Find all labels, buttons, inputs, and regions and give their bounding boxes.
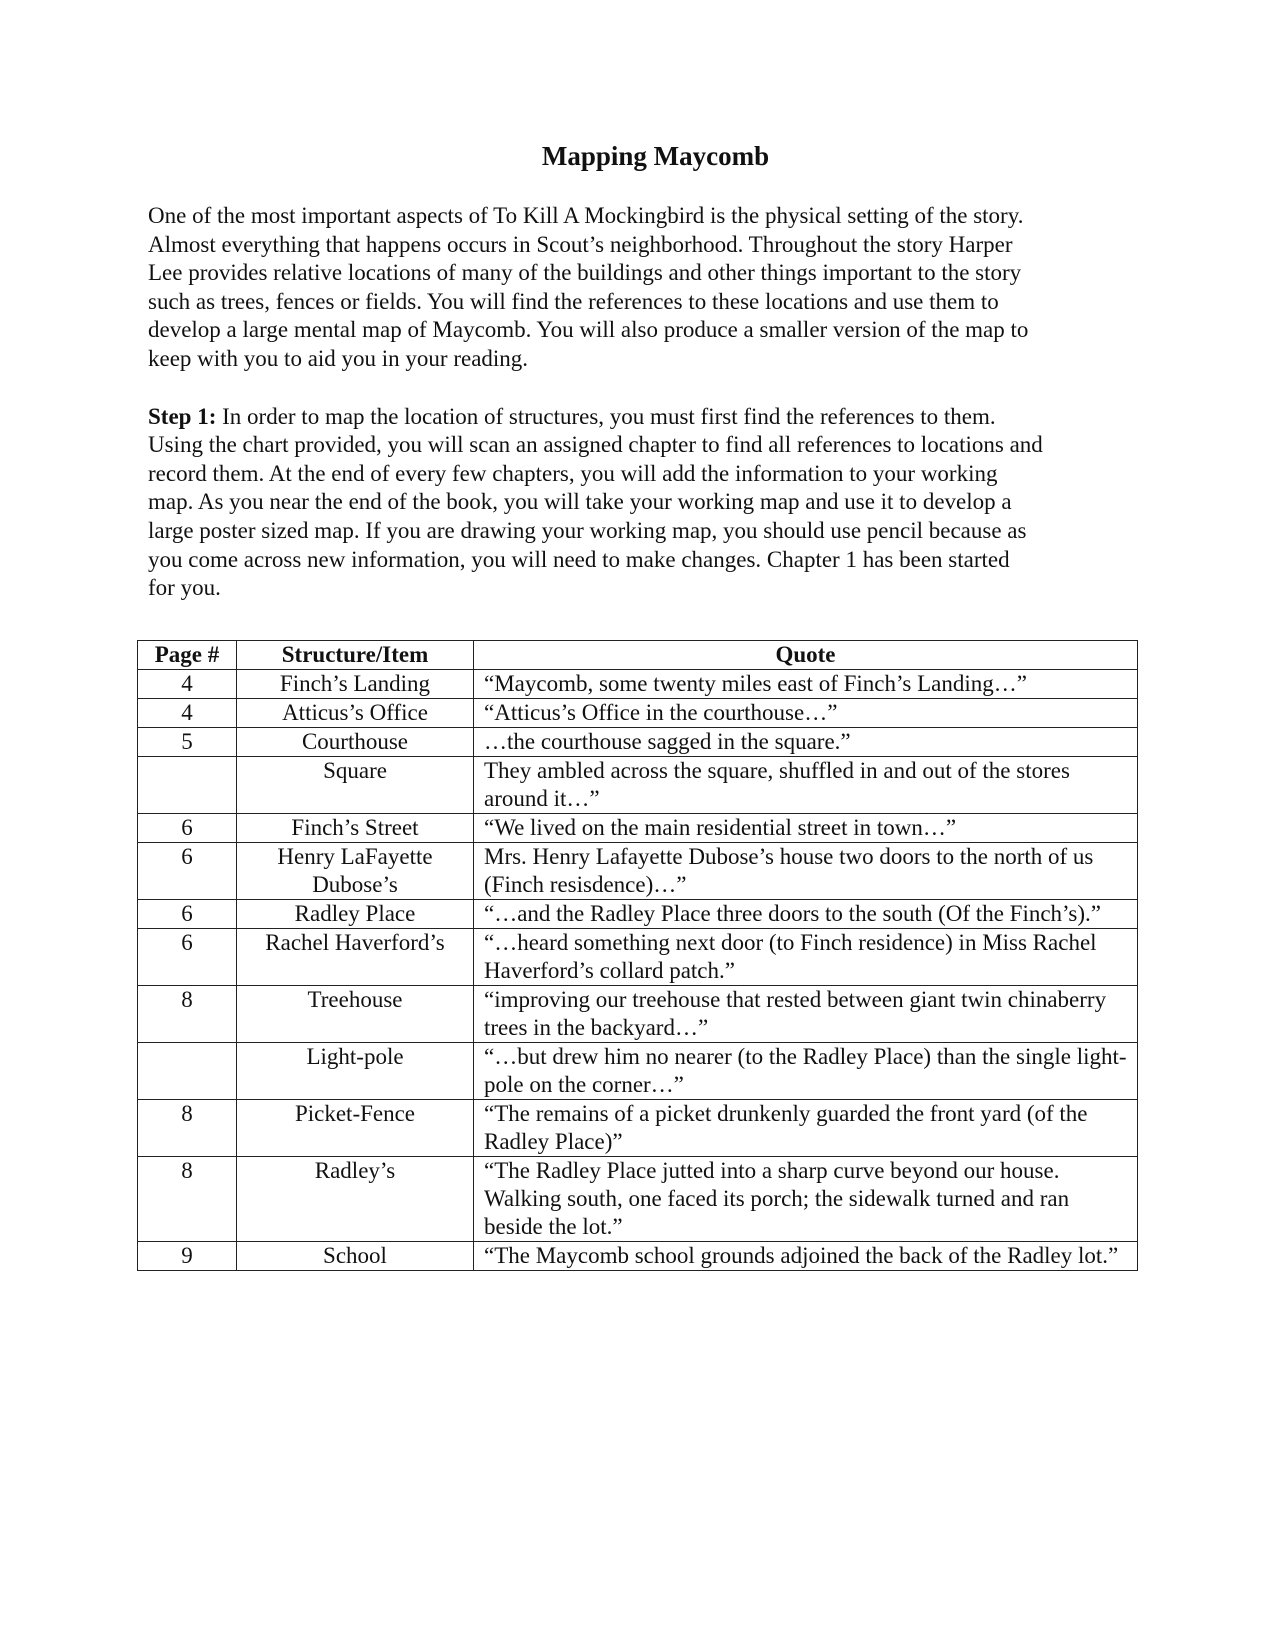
cell-item: Finch’s Landing <box>237 670 474 699</box>
cell-item: Radley Place <box>237 900 474 929</box>
cell-page <box>138 1043 237 1100</box>
cell-page: 9 <box>138 1242 237 1271</box>
cell-quote: They ambled across the square, shuffled in and out of the stores around it…” <box>474 757 1138 814</box>
cell-page <box>138 757 237 814</box>
table-row <box>138 757 1138 814</box>
step-text: In order to map the location of structures, you must first find the references to them. Using the chart provided, you will scan an assigned chapter to find all references to locations and record them. At the end of every few chapters, you will add the information to your working map. As you near the end of the book, you will take your working map and use it to develop a large poster sized map. If you are drawing your working map, you should use pencil because as you come across new information, you will need to make changes. Chapter 1 has been started for you. <box>148 403 1043 601</box>
cell-quote: “…and the Radley Place three doors to the south (Of the Finch’s).” <box>474 900 1138 929</box>
cell-quote: “improving our treehouse that rested between giant twin chinaberry trees in the backyard…” <box>474 986 1138 1043</box>
table-row <box>138 1100 1138 1157</box>
cell-page: 6 <box>138 843 237 900</box>
cell-item: Picket-Fence <box>237 1100 474 1157</box>
cell-page: 8 <box>138 1100 237 1157</box>
table-row <box>138 728 1138 757</box>
cell-quote: “Maycomb, some twenty miles east of Finch’s Landing…” <box>474 670 1138 699</box>
table-row <box>138 843 1138 900</box>
cell-page: 4 <box>138 699 237 728</box>
cell-quote: “The Radley Place jutted into a sharp curve beyond our house. Walking south, one faced its porch; the sidewalk turned and ran beside the lot.” <box>474 1157 1138 1242</box>
cell-page: 6 <box>138 929 237 986</box>
cell-item: Atticus’s Office <box>237 699 474 728</box>
cell-item: Radley’s <box>237 1157 474 1242</box>
table-row <box>138 699 1138 728</box>
cell-quote: “The remains of a picket drunkenly guarded the front yard (of the Radley Place)” <box>474 1100 1138 1157</box>
cell-quote: “We lived on the main residential street in town…” <box>474 814 1138 843</box>
locations-table <box>137 640 1138 1271</box>
cell-item: Treehouse <box>237 986 474 1043</box>
cell-quote: Mrs. Henry Lafayette Dubose’s house two doors to the north of us (Finch resisdence)…” <box>474 843 1138 900</box>
cell-item: Rachel Haverford’s <box>237 929 474 986</box>
document-page <box>148 140 1138 603</box>
cell-page: 4 <box>138 670 237 699</box>
cell-item: Light-pole <box>237 1043 474 1100</box>
cell-page: 8 <box>138 986 237 1043</box>
table-row <box>138 1157 1138 1242</box>
table-header-row <box>138 641 1138 670</box>
cell-item: Square <box>237 757 474 814</box>
cell-quote: “…heard something next door (to Finch residence) in Miss Rachel Haverford’s collard patch.” <box>474 929 1138 986</box>
cell-quote: “Atticus’s Office in the courthouse…” <box>474 699 1138 728</box>
cell-quote: …the courthouse sagged in the square.” <box>474 728 1138 757</box>
cell-item: Finch’s Street <box>237 814 474 843</box>
cell-page: 6 <box>138 900 237 929</box>
table-row <box>138 986 1138 1043</box>
table-row <box>138 814 1138 843</box>
cell-page: 6 <box>138 814 237 843</box>
step-label: Step 1: <box>148 403 217 429</box>
cell-quote: “The Maycomb school grounds adjoined the back of the Radley lot.” <box>474 1242 1138 1271</box>
table-row <box>138 1043 1138 1100</box>
table-row <box>138 900 1138 929</box>
cell-page: 5 <box>138 728 237 757</box>
header-page: Page # <box>138 641 237 670</box>
header-quote: Quote <box>474 641 1138 670</box>
cell-item: Henry LaFayette Dubose’s <box>237 843 474 900</box>
table-row <box>138 670 1138 699</box>
header-structure: Structure/Item <box>237 641 474 670</box>
cell-item: School <box>237 1242 474 1271</box>
step-paragraph <box>148 403 1138 603</box>
cell-page: 8 <box>138 1157 237 1242</box>
cell-quote: “…but drew him no nearer (to the Radley Place) than the single light-pole on the corner…” <box>474 1043 1138 1100</box>
cell-item: Courthouse <box>237 728 474 757</box>
page-title: Mapping Maycomb <box>541 141 770 171</box>
table-row <box>138 929 1138 986</box>
table-row <box>138 1242 1138 1271</box>
intro-paragraph: One of the most important aspects of To Kill A Mockingbird is the physical setting of the story. Almost everything that happens occurs in Scout’s neighborhood. Throughout the story Harper Lee provides relative locations of many of the buildings and other things important to the story such as trees, fences or fields. You will find the references to these locations and use them to develop a large mental map of Maycomb. You will also produce a smaller version of the map to keep with you to aid you in your reading. <box>148 203 1029 371</box>
